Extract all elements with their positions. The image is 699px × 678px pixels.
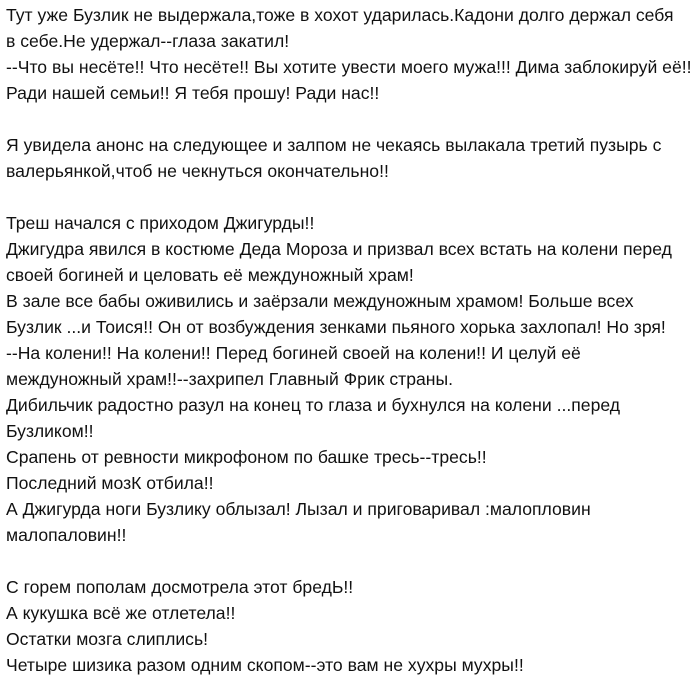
text-line: А Джигурда ноги Бузлику облызал! Лызал и приговаривал :малопловин: [6, 499, 591, 519]
text-line: --Что вы несёте!! Что несёте!! Вы хотите увести моего мужа!!! Дима заблокируй её!!: [6, 57, 692, 77]
text-line: --На колени!! На колени!! Перед богиней своей на колени!! И целуй её: [6, 343, 581, 363]
paragraph-4: [6, 574, 696, 678]
text-line: Бузлик ...и Тоися!! Он от возбуждения зенками пьяного хорька захлопал! Но зря!: [6, 317, 666, 337]
paragraph-3: [6, 210, 696, 548]
text-line: Последний мозК отбила!!: [6, 473, 214, 493]
text-line: Срапень от ревности микрофоном по башке тресь--тресь!!: [6, 447, 487, 467]
paragraph-spacer: [6, 184, 696, 210]
paragraph-spacer: [6, 548, 696, 574]
text-line: Тут уже Бузлик не выдержала,тоже в хохот ударилась.Кадони долго держал себя: [6, 5, 674, 25]
text-line: Дибильчик радостно разул на конец то глаза и бухнулся на колени ...перед: [6, 395, 621, 415]
text-line: Я увидела анонс на следующее и залпом не чекаясь вылакала третий пузырь с: [6, 135, 662, 155]
text-line: малопаловин!!: [6, 525, 127, 545]
text-line: Четыре шизика разом одним скопом--это вам не хухры мухры!!: [6, 655, 524, 675]
text-line: валерьянкой,чтоб не чекнуться окончательно!!: [6, 161, 389, 181]
paragraph-2: [6, 132, 696, 184]
text-line: В зале все бабы оживились и заёрзали междуножным храмом! Больше всех: [6, 291, 634, 311]
text-line: Бузликом!!: [6, 421, 94, 441]
paragraph-1: [6, 2, 696, 106]
text-line: своей богиней и целовать её междуножный храм!: [6, 265, 414, 285]
text-line: С горем пополам досмотрела этот бредЬ!!: [6, 577, 354, 597]
text-line: А кукушка всё же отлетела!!: [6, 603, 236, 623]
paragraph-spacer: [6, 106, 696, 132]
text-line: междуножный храм!!--захрипел Главный Фрик страны.: [6, 369, 454, 389]
text-line: Ради нашей семьи!! Я тебя прошу! Ради нас!!: [6, 83, 380, 103]
text-line: в себе.Не удержал--глаза закатил!: [6, 31, 290, 51]
text-line: Остатки мозга слиплись!: [6, 629, 209, 649]
article-text: [6, 2, 696, 678]
text-line: Джигудра явился в костюме Деда Мороза и призвал всех встать на колени перед: [6, 239, 672, 259]
text-line: Треш начался с приходом Джигурды!!: [6, 213, 315, 233]
